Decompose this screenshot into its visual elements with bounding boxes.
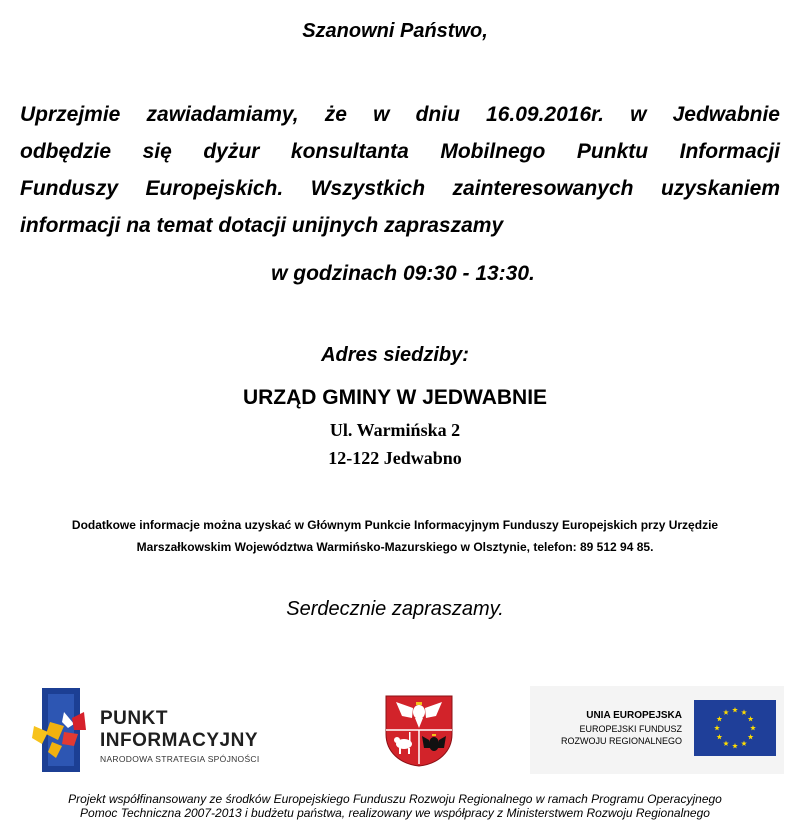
eu-logo-line: ROZWOJU REGIONALNEGO: [560, 736, 682, 746]
punkt-logo-line: PUNKT: [100, 708, 168, 729]
announcement-line: Funduszy Europejskich. Wszystkich zainteresowanych uzyskaniem: [20, 177, 780, 200]
eu-flag-icon: [694, 700, 776, 756]
punkt-informacyjny-logo: [28, 688, 298, 772]
warmia-mazury-crest-icon: [382, 694, 456, 768]
greeting: Szanowni Państwo,: [302, 20, 488, 42]
announcement-line: Uprzejmie zawiadamiamy, że w dniu 16.09.2016r. w Jedwabnie: [20, 103, 780, 126]
consultation-hours: w godzinach 09:30 - 13:30.: [271, 262, 535, 285]
punkt-logo-subline: NARODOWA STRATEGIA SPÓJNOŚCI: [100, 754, 260, 764]
additional-info: [20, 514, 770, 558]
footer-cofinancing-note: [0, 792, 790, 820]
eu-fund-logo: [530, 686, 784, 774]
additional-info-line: Marszałkowskim Województwa Warmińsko-Mazurskiego w Olsztynie, telefon: 89 512 94 85.: [136, 540, 654, 554]
footer-line: Projekt współfinansowany ze środków Europejskiego Funduszu Rozwoju Regionalnego w ramach Programu Operacyjnego: [68, 792, 722, 806]
office-name: URZĄD GMINY W JEDWABNIE: [242, 386, 548, 409]
footer-line: Pomoc Techniczna 2007-2013 i budżetu państwa, realizowany we współpracy z Ministerstwem Rozwoju Regionalnego: [80, 806, 710, 820]
eu-logo-line: EUROPEJSKI FUNDUSZ: [579, 724, 682, 734]
regional-crest-logo: [382, 694, 456, 768]
announcement-line: odbędzie się dyżur konsultanta Mobilnego Punktu Informacji: [20, 140, 780, 163]
office-city: 12-122 Jedwabno: [328, 448, 462, 468]
address-label: Adres siedziby:: [321, 344, 469, 366]
closing-invitation: Serdecznie zapraszamy.: [286, 598, 504, 620]
announcement-line: informacji na temat dotacji unijnych zapraszamy: [20, 214, 504, 237]
eu-logo-line: UNIA EUROPEJSKA: [586, 710, 682, 721]
punkt-logo-line: INFORMACYJNY: [100, 730, 259, 751]
nss-star-icon: [28, 688, 98, 772]
additional-info-line: Dodatkowe informacje można uzyskać w Głównym Punkcie Informacyjnym Funduszy Europejskich przy Urzędzie: [71, 518, 719, 532]
announcement-paragraph: [20, 96, 780, 244]
office-street: Ul. Warmińska 2: [329, 420, 461, 440]
